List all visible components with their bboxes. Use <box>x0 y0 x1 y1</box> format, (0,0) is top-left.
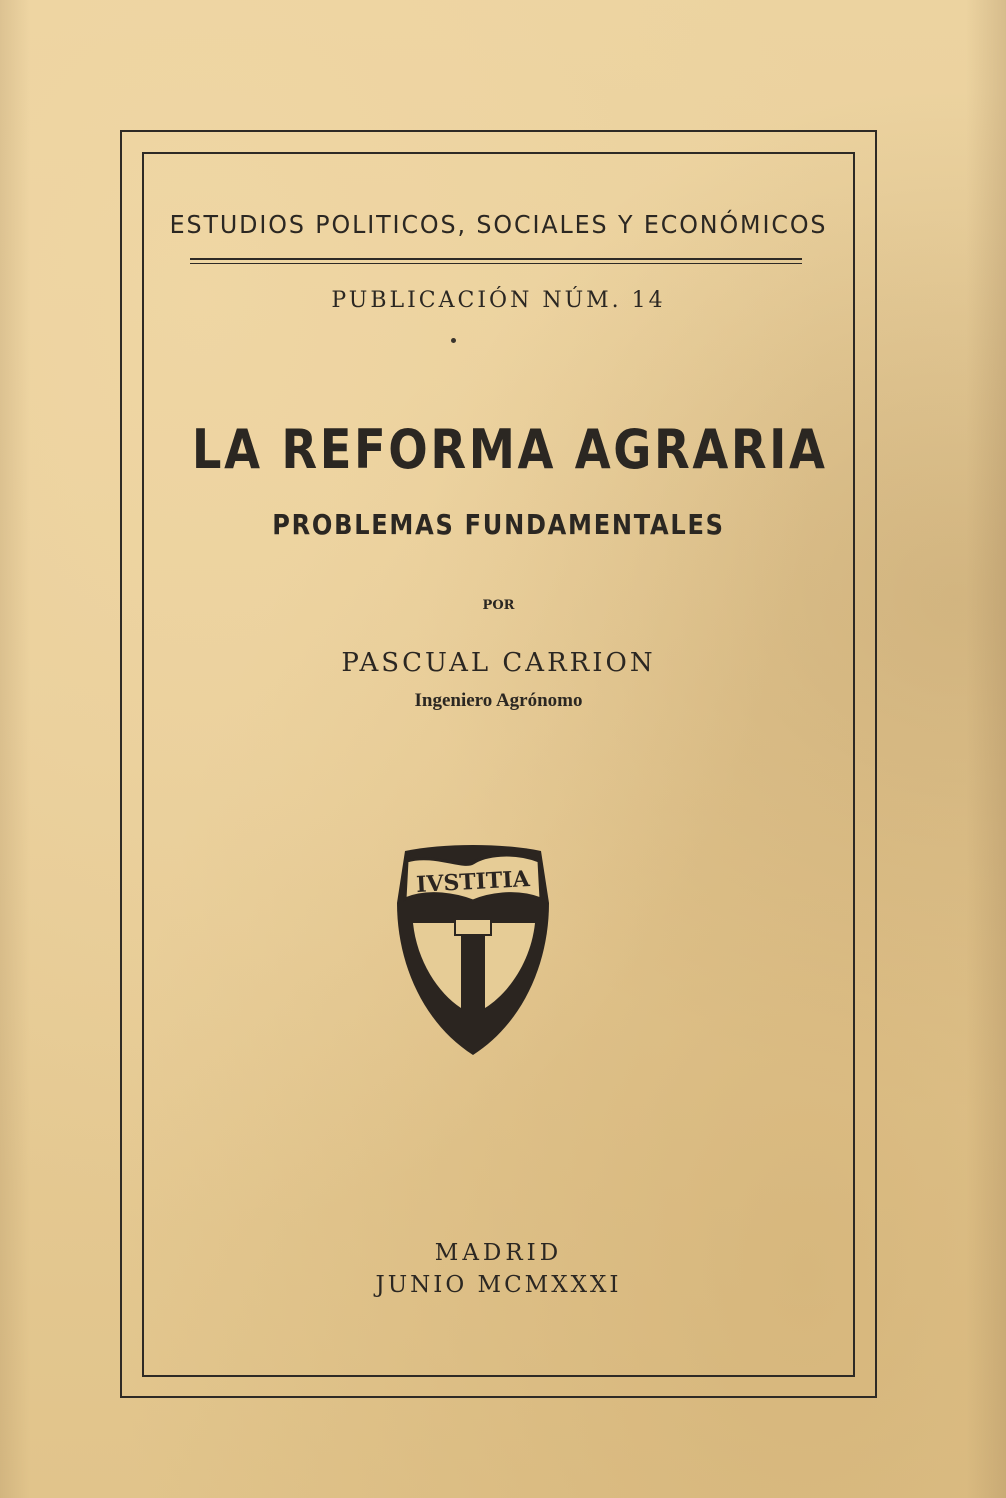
paper-edge-right <box>966 0 1006 1498</box>
publication-number: PUBLICACIÓN NÚM. 14 <box>331 288 666 313</box>
shield-cross-emblem-icon <box>393 843 553 1058</box>
book-title: LA REFORMA AGRARIA <box>191 418 828 481</box>
ink-speck <box>451 338 456 343</box>
paper-edge-left <box>0 0 30 1498</box>
inner-border <box>142 152 855 1377</box>
publication-city: MADRID <box>434 1240 563 1266</box>
by-label: POR <box>482 598 515 613</box>
author-role: Ingeniero Agrónomo <box>414 690 583 711</box>
publication-date: JUNIO MCMXXXI <box>375 1272 622 1298</box>
series-rule-thin <box>190 263 802 264</box>
author-name: PASCUAL CARRION <box>341 648 656 678</box>
book-subtitle: PROBLEMAS FUNDAMENTALES <box>272 508 725 541</box>
series-rule-thick <box>190 258 802 260</box>
emblem-ribbon-text: IVSTITIA <box>415 866 531 898</box>
series-title: ESTUDIOS POLITICOS, SOCIALES Y ECONÓMICOS <box>169 210 828 239</box>
